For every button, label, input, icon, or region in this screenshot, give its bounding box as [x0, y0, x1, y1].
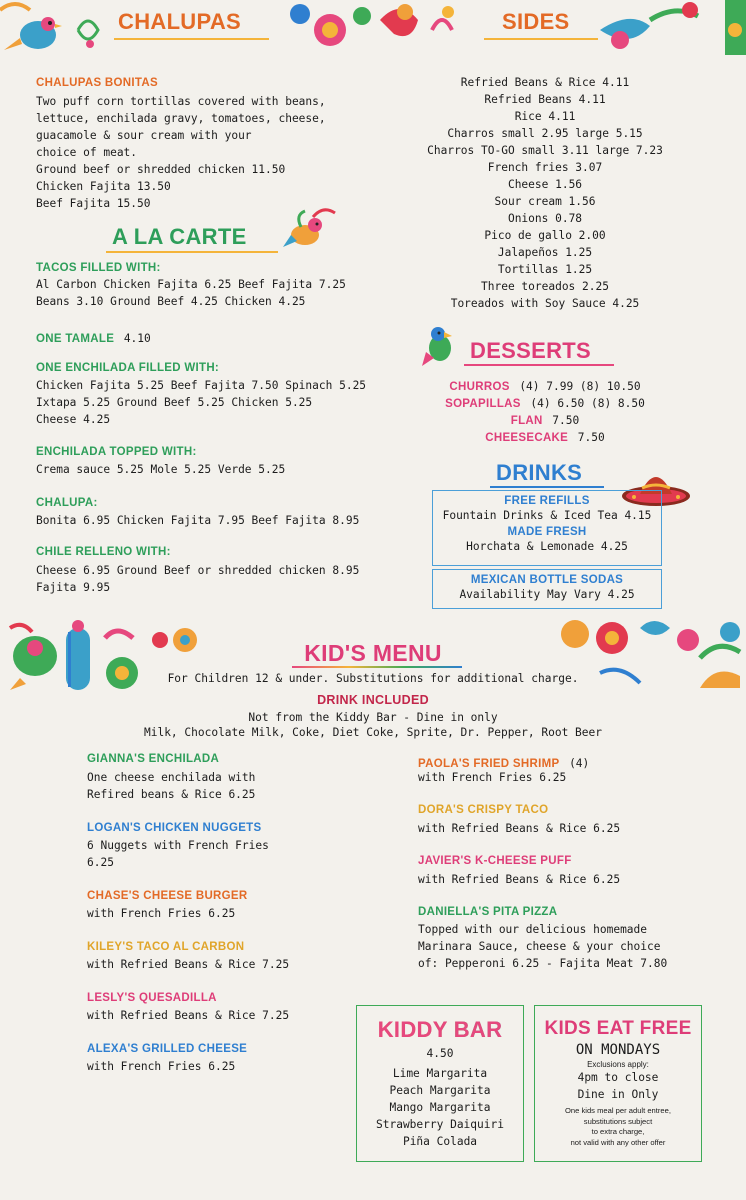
menu-line: lettuce, enchilada gravy, tomatoes, cheese, [36, 112, 326, 125]
kids-item-title: DORA'S CRISPY TACO [418, 804, 549, 816]
kids-item-lines [87, 905, 235, 922]
kids-item-extra: (4) [569, 757, 590, 770]
kiddy-bar-item: Mango Margarita [389, 1101, 491, 1114]
tacos-filled-lines [36, 276, 346, 310]
parrot-icon [420, 322, 460, 368]
kiddy-bar-item: Peach Margarita [389, 1084, 491, 1097]
fountain-drinks-line: Fountain Drinks & Iced Tea 4.15 [442, 509, 652, 522]
kiddy-bar-item: Lime Margarita [392, 1067, 488, 1080]
sides-list [380, 74, 710, 312]
kiddy-bar-box [356, 1005, 524, 1162]
free-refills-label: FREE REFILLS [504, 495, 590, 507]
side-item: Rice 4.11 [514, 110, 576, 123]
mexican-sodas-title: MEXICAN BOTTLE SODAS [470, 574, 624, 586]
kids-item-title: PAOLA'S FRIED SHRIMP [418, 758, 560, 770]
menu-line: Al Carbon Chicken Fajita 6.25 Beef Fajita 7.25 [36, 278, 346, 291]
kids-item-lines [87, 837, 269, 871]
menu-line: Topped with our delicious homemade [418, 923, 648, 936]
kiddy-bar-items [357, 1065, 523, 1150]
kids-eat-free-title: KIDS EAT FREE [544, 1018, 692, 1039]
side-item: Charros small 2.95 large 5.15 [447, 127, 643, 140]
dessert-name: CHEESECAKE [485, 432, 569, 444]
time-line: 4pm to close [577, 1071, 659, 1084]
enchilada-filled-lines [36, 377, 366, 428]
kids-item-title: JAVIER'S K-CHEESE PUFF [418, 855, 572, 867]
menu-line: Chicken Fajita 13.50 [36, 180, 171, 193]
menu-line: guacamole & sour cream with your [36, 129, 252, 142]
menu-line: Marinara Sauce, cheese & your choice [418, 940, 661, 953]
menu-line: 6 Nuggets with French Fries [87, 839, 269, 852]
menu-line: Ground beef or shredded chicken 11.50 [36, 163, 286, 176]
kids-item-title: KILEY'S TACO AL CARBON [87, 941, 245, 953]
kids-item-lines [87, 769, 255, 803]
a-la-carte-underline [106, 251, 278, 253]
bird-icon [4, 17, 62, 50]
kids-menu-underline [292, 666, 462, 668]
fine-print-line: to extra charge, [591, 1127, 645, 1136]
exclusions-label: Exclusions apply: [587, 1060, 649, 1069]
enchilada-filled-title: ONE ENCHILADA FILLED WITH: [36, 362, 220, 374]
drink-included-line2: Milk, Chocolate Milk, Coke, Diet Coke, Sprite, Dr. Pepper, Root Beer [143, 726, 602, 739]
menu-line: Two puff corn tortillas covered with beans, [36, 95, 326, 108]
side-item: Three toreados 2.25 [481, 280, 609, 293]
kiddy-bar-title: KIDDY BAR [357, 1017, 523, 1043]
menu-line: Crema sauce 5.25 Mole 5.25 Verde 5.25 [36, 463, 286, 476]
desserts-list [380, 375, 710, 443]
kids-subtitle: For Children 12 & under. Substitutions for additional charge. [167, 672, 579, 685]
menu-line: Cheese 6.95 Ground Beef or shredded chicken 8.95 [36, 564, 360, 577]
made-fresh-label: MADE FRESH [507, 526, 587, 538]
kids-item-title: CHASE'S CHEESE BURGER [87, 890, 248, 902]
side-item: Sour cream 1.56 [494, 195, 596, 208]
menu-line: choice of meat. [36, 146, 138, 159]
one-tamale-title: ONE TAMALE [36, 333, 115, 345]
chalupa-lines [36, 512, 359, 529]
dessert-price: 7.50 [552, 414, 580, 427]
chalupa-title: CHALUPA: [36, 497, 98, 509]
side-item: Onions 0.78 [507, 212, 583, 225]
menu-line: One cheese enchilada with [87, 771, 256, 784]
kiddy-bar-price: 4.50 [426, 1047, 454, 1060]
kids-item-lines [418, 769, 566, 786]
kiddy-bar-item: Piña Colada [402, 1135, 478, 1148]
kids-item-lines [418, 820, 620, 837]
kids-item-lines [418, 921, 667, 972]
dessert-name: FLAN [510, 415, 543, 427]
chalupas-heading: CHALUPAS [118, 9, 241, 34]
desserts-heading: DESSERTS [470, 338, 591, 363]
menu-line: with French Fries 6.25 [418, 771, 567, 784]
drink-included-line1: Not from the Kiddy Bar - Dine in only [248, 711, 498, 724]
drinks-underline [490, 486, 604, 488]
kids-menu-heading [0, 640, 746, 667]
kids-item-title: LOGAN'S CHICKEN NUGGETS [87, 822, 262, 834]
enchilada-topped-title: ENCHILADA TOPPED WITH: [36, 446, 197, 458]
side-item: French fries 3.07 [487, 161, 603, 174]
menu-line: with Refried Beans & Rice 7.25 [87, 958, 290, 971]
sides-underline [484, 38, 598, 40]
horchata-line: Horchata & Lemonade 4.25 [466, 540, 628, 553]
mexican-sodas-box [432, 569, 662, 609]
kids-eat-free-fine-print [535, 1106, 701, 1148]
menu-line: of: Pepperoni 6.25 - Fajita Meat 7.80 [418, 957, 668, 970]
flower-cluster-icon [290, 4, 454, 46]
menu-line: Beans 3.10 Ground Beef 4.25 Chicken 4.25 [36, 295, 306, 308]
menu-line: with Refried Beans & Rice 6.25 [418, 873, 621, 886]
menu-line: with French Fries 6.25 [87, 907, 236, 920]
dessert-name: SOPAPILLAS [445, 398, 521, 410]
menu-line: Chicken Fajita 5.25 Beef Fajita 7.50 Spinach 5.25 [36, 379, 367, 392]
menu-line: with French Fries 6.25 [87, 1060, 236, 1073]
fine-print-line: not valid with any other offer [570, 1137, 666, 1147]
one-tamale-price: 4.10 [123, 332, 151, 345]
dessert-item [380, 409, 710, 426]
dessert-item [380, 375, 710, 392]
side-item: Toreados with Soy Sauce 4.25 [450, 297, 640, 310]
kids-item-lines [87, 1007, 289, 1024]
menu-line: with Refried Beans & Rice 7.25 [87, 1009, 290, 1022]
side-item: Refried Beans & Rice 4.11 [460, 76, 630, 89]
drink-included-title: DRINK INCLUDED [317, 693, 429, 707]
chile-relleno-lines [36, 562, 359, 596]
menu-line: Beef Fajita 15.50 [36, 197, 151, 210]
kids-menu-title: KID'S MENU [304, 640, 442, 666]
bird-icon [283, 207, 339, 253]
kids-item-lines [418, 871, 620, 888]
dessert-item [380, 426, 710, 443]
dessert-price: 7.50 [577, 431, 605, 444]
drinks-refills-box [432, 490, 662, 566]
top-floral-decoration [0, 0, 746, 60]
dessert-item [380, 392, 710, 409]
side-item: Pico de gallo 2.00 [484, 229, 606, 242]
kids-eat-free-box [534, 1005, 702, 1162]
side-item: Jalapeños 1.25 [497, 246, 593, 259]
chalupas-bonitas-title: CHALUPAS BONITAS [36, 77, 158, 89]
menu-line: Refired beans & Rice 6.25 [87, 788, 256, 801]
chalupas-bonitas-description [36, 93, 326, 212]
sides-heading: SIDES [502, 9, 570, 34]
kids-item-title: LESLY'S QUESADILLA [87, 992, 217, 1004]
kids-item-title: GIANNA'S ENCHILADA [87, 753, 220, 765]
tacos-filled-title: TACOS FILLED WITH: [36, 262, 161, 274]
menu-line: 6.25 [87, 856, 114, 869]
dessert-name: CHURROS [449, 381, 510, 393]
kiddy-bar-item: Strawberry Daiquiri [376, 1118, 504, 1131]
kids-item-lines [87, 1058, 235, 1075]
menu-line: Cheese 4.25 [36, 413, 111, 426]
side-item: Refried Beans 4.11 [484, 93, 606, 106]
menu-line: Ixtapa 5.25 Ground Beef 5.25 Chicken 5.25 [36, 396, 313, 409]
side-item: Cheese 1.56 [507, 178, 583, 191]
dine-line: Dine in Only [577, 1088, 659, 1101]
chile-relleno-title: CHILE RELLENO WITH: [36, 546, 171, 558]
desserts-underline [464, 364, 614, 366]
side-item: Tortillas 1.25 [497, 263, 593, 276]
enchilada-topped-lines [36, 461, 285, 478]
one-tamale-row [36, 327, 151, 347]
dessert-price: (4) 6.50 (8) 8.50 [530, 397, 645, 410]
mexican-sodas-line: Availability May Vary 4.25 [459, 588, 635, 601]
menu-line: with Refried Beans & Rice 6.25 [418, 822, 621, 835]
a-la-carte-heading: A LA CARTE [112, 224, 247, 249]
menu-line: Fajita 9.95 [36, 581, 111, 594]
chalupas-underline [114, 38, 269, 40]
dessert-price: (4) 7.99 (8) 10.50 [519, 380, 641, 393]
fine-print-line: substitutions subject [583, 1116, 653, 1126]
kids-item-title: ALEXA'S GRILLED CHEESE [87, 1043, 248, 1055]
side-item: Charros TO-GO small 3.11 large 7.23 [427, 144, 663, 157]
kids-item-title: DANIELLA'S PITA PIZZA [418, 906, 558, 918]
hummingbird-icon [600, 0, 746, 55]
on-mondays: ON MONDAYS [575, 1042, 661, 1058]
drinks-heading: DRINKS [496, 460, 583, 485]
menu-line: Bonita 6.95 Chicken Fajita 7.95 Beef Fajita 8.95 [36, 514, 360, 527]
fine-print-line: One kids meal per adult entree, [565, 1106, 671, 1115]
kids-item-lines [87, 956, 289, 973]
